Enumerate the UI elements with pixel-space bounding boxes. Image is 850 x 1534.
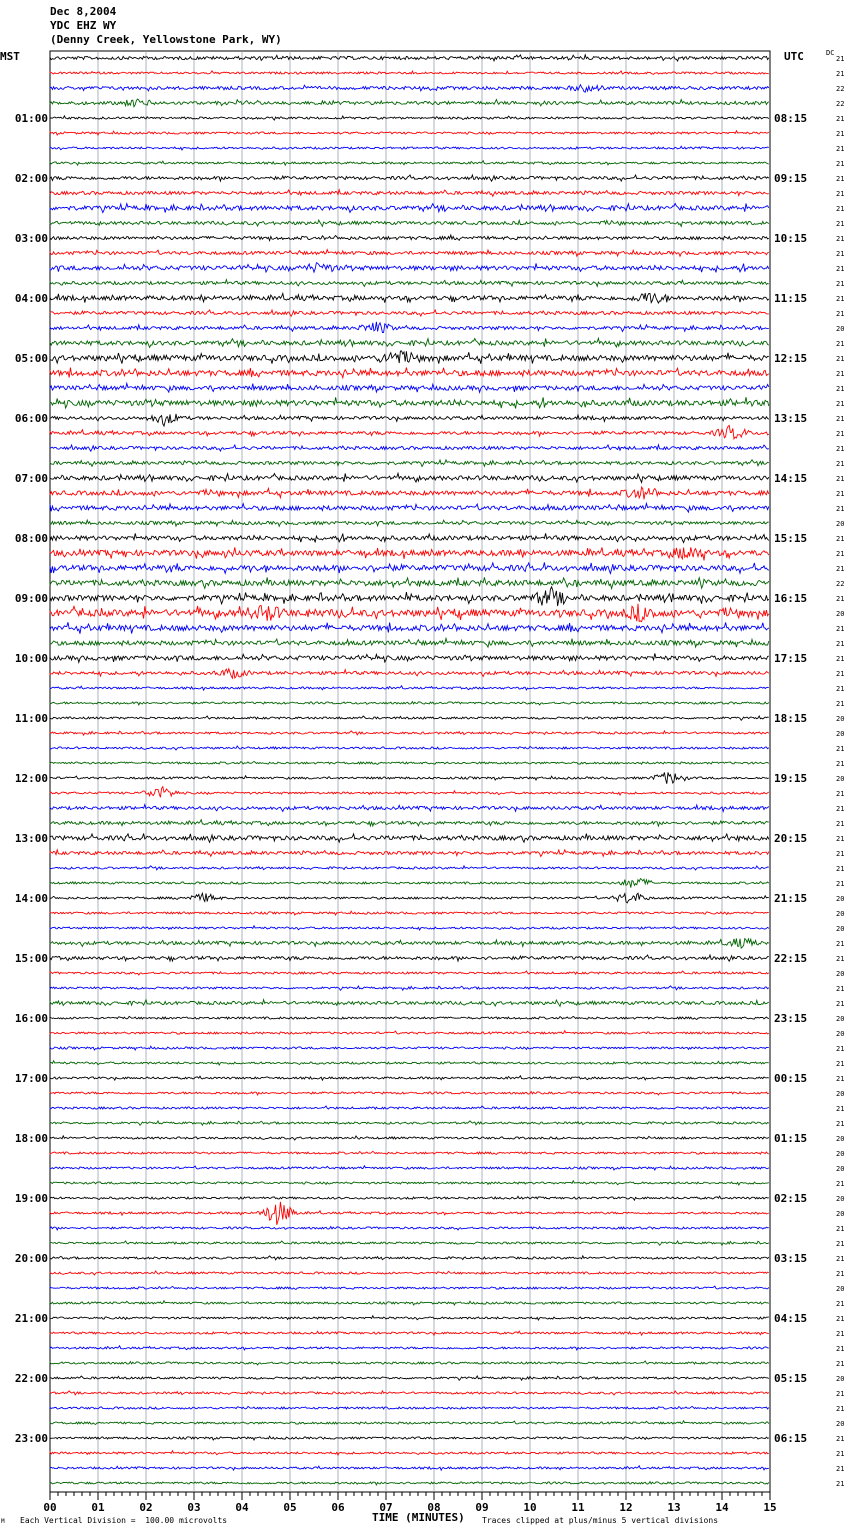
right-hour-label: 11:15 xyxy=(774,292,808,305)
left-hour-label: 02:00 xyxy=(14,172,48,185)
dc-offset-label: 21 xyxy=(836,1330,845,1338)
right-hour-label: 14:15 xyxy=(774,472,808,485)
trace-row-58 xyxy=(50,926,769,930)
trace-row-55 xyxy=(50,879,769,888)
trace-row-45 xyxy=(50,731,769,735)
trace-row-12 xyxy=(50,235,769,241)
dc-offset-label: 21 xyxy=(836,880,845,888)
trace-row-39 xyxy=(50,638,769,647)
dc-offset-label: 21 xyxy=(836,400,845,408)
left-hour-label: 08:00 xyxy=(14,532,48,545)
x-tick-label: 02 xyxy=(139,1501,153,1514)
trace-row-57 xyxy=(50,911,769,915)
dc-offset-label: 20 xyxy=(836,1165,845,1173)
trace-row-74 xyxy=(50,1166,769,1170)
trace-row-49 xyxy=(50,787,769,798)
dc-offset-label: 20 xyxy=(836,715,845,723)
left-hour-label: 22:00 xyxy=(14,1372,48,1385)
trace-row-47 xyxy=(50,761,769,764)
x-tick-label: 14 xyxy=(715,1501,729,1514)
dc-offset-label: 21 xyxy=(836,1270,845,1278)
trace-row-9 xyxy=(50,190,769,197)
dc-offset-label: 21 xyxy=(836,1060,845,1068)
trace-row-3 xyxy=(50,99,769,107)
left-hour-label: 23:00 xyxy=(14,1432,48,1445)
dc-offset-label: 21 xyxy=(836,445,845,453)
dc-offset-label: 21 xyxy=(836,985,845,993)
trace-row-29 xyxy=(50,487,769,499)
trace-row-54 xyxy=(50,866,769,870)
trace-row-24 xyxy=(50,414,769,426)
dc-offset-label: 20 xyxy=(836,925,845,933)
trace-row-26 xyxy=(50,445,769,451)
left-axis-label: MST xyxy=(0,50,20,63)
trace-row-43 xyxy=(50,702,769,706)
dc-offset-label: 21 xyxy=(836,220,845,228)
trace-row-50 xyxy=(50,805,769,812)
trace-row-75 xyxy=(50,1181,769,1185)
dc-offset-label: 21 xyxy=(836,505,845,513)
dc-offset-label: 21 xyxy=(836,130,845,138)
dc-offset-label: 21 xyxy=(836,160,845,168)
trace-row-78 xyxy=(50,1227,769,1231)
dc-offset-label: 21 xyxy=(836,475,845,483)
left-hour-label: 15:00 xyxy=(14,952,48,965)
left-hour-label: 07:00 xyxy=(14,472,48,485)
trace-row-83 xyxy=(50,1301,769,1305)
dc-offset-label: 20 xyxy=(836,970,845,978)
trace-row-27 xyxy=(50,460,769,467)
station-label: YDC EHZ WY xyxy=(50,19,117,32)
trace-row-40 xyxy=(50,653,769,662)
trace-row-48 xyxy=(50,772,769,783)
dc-offset-label: 21 xyxy=(836,700,845,708)
dc-offset-label: 21 xyxy=(836,175,845,183)
dc-offset-label: 21 xyxy=(836,1390,845,1398)
trace-row-11 xyxy=(50,220,769,226)
dc-offset-label: 21 xyxy=(836,1450,845,1458)
left-hour-label: 14:00 xyxy=(14,892,48,905)
dc-offset-label: 20 xyxy=(836,1135,845,1143)
dc-offset-label: 21 xyxy=(836,820,845,828)
dc-offset-label: 20 xyxy=(836,730,845,738)
trace-row-73 xyxy=(50,1151,769,1154)
trace-row-22 xyxy=(50,383,769,392)
dc-offset-label: 21 xyxy=(836,595,845,603)
dc-offset-label: 21 xyxy=(836,1180,845,1188)
trace-row-51 xyxy=(50,820,769,826)
trace-row-41 xyxy=(50,669,769,678)
dc-offset-label: 21 xyxy=(836,370,845,378)
dc-offset-label: 21 xyxy=(836,340,845,348)
trace-row-69 xyxy=(50,1092,769,1096)
dc-offset-label: 21 xyxy=(836,805,845,813)
dc-label: DC xyxy=(826,49,835,57)
dc-offset-label: 21 xyxy=(836,685,845,693)
trace-row-52 xyxy=(50,834,769,843)
dc-offset-label: 21 xyxy=(836,760,845,768)
dc-offset-label: 21 xyxy=(836,385,845,393)
dc-offset-label: 21 xyxy=(836,745,845,753)
trace-row-33 xyxy=(50,547,769,560)
trace-row-80 xyxy=(50,1256,769,1260)
trace-row-7 xyxy=(50,161,769,165)
dc-offset-label: 21 xyxy=(836,115,845,123)
right-hour-label: 05:15 xyxy=(774,1372,808,1385)
trace-row-76 xyxy=(50,1196,769,1200)
dc-offset-label: 21 xyxy=(836,460,845,468)
x-tick-label: 09 xyxy=(475,1501,489,1514)
trace-row-89 xyxy=(50,1391,769,1395)
trace-row-71 xyxy=(50,1121,769,1125)
trace-row-77 xyxy=(50,1202,769,1225)
right-hour-label: 02:15 xyxy=(774,1192,808,1205)
corner-mark: M xyxy=(1,1518,5,1525)
dc-offset-label: 21 xyxy=(836,1465,845,1473)
trace-row-30 xyxy=(50,503,769,512)
dc-offset-label: 21 xyxy=(836,535,845,543)
x-tick-label: 08 xyxy=(427,1501,441,1514)
trace-row-68 xyxy=(50,1076,769,1080)
dc-offset-label: 21 xyxy=(836,1225,845,1233)
dc-offset-label: 21 xyxy=(836,1000,845,1008)
left-hour-label: 21:00 xyxy=(14,1312,48,1325)
dc-offset-label: 21 xyxy=(836,940,845,948)
trace-row-8 xyxy=(50,175,769,181)
trace-row-59 xyxy=(50,938,769,948)
trace-row-4 xyxy=(50,116,769,120)
trace-row-14 xyxy=(50,263,769,273)
trace-row-21 xyxy=(50,368,769,378)
trace-row-0 xyxy=(50,55,769,61)
dc-offset-label: 22 xyxy=(836,100,845,108)
trace-row-35 xyxy=(50,577,769,588)
right-hour-label: 12:15 xyxy=(774,352,808,365)
left-hour-label: 01:00 xyxy=(14,112,48,125)
x-tick-label: 00 xyxy=(43,1501,57,1514)
right-hour-label: 17:15 xyxy=(774,652,808,665)
dc-offset-label: 21 xyxy=(836,1360,845,1368)
trace-row-82 xyxy=(50,1286,769,1289)
left-hour-label: 12:00 xyxy=(14,772,48,785)
trace-row-44 xyxy=(50,716,769,720)
trace-row-61 xyxy=(50,971,769,975)
trace-row-70 xyxy=(50,1106,769,1109)
dc-offset-label: 21 xyxy=(836,145,845,153)
right-hour-label: 23:15 xyxy=(774,1012,808,1025)
dc-offset-label: 21 xyxy=(836,625,845,633)
dc-offset-label: 21 xyxy=(836,1075,845,1083)
trace-row-37 xyxy=(50,604,769,622)
trace-row-34 xyxy=(50,562,769,573)
dc-offset-label: 20 xyxy=(836,1420,845,1428)
left-hour-label: 03:00 xyxy=(14,232,48,245)
trace-row-79 xyxy=(50,1241,769,1245)
trace-row-88 xyxy=(50,1376,769,1380)
dc-offset-label: 21 xyxy=(836,550,845,558)
dc-offset-label: 20 xyxy=(836,1015,845,1023)
date-label: Dec 8,2004 xyxy=(50,5,117,18)
scale-note: Each Vertical Division = 100.00 microvolts xyxy=(20,1516,228,1525)
dc-offset-label: 21 xyxy=(836,1345,845,1353)
right-hour-label: 00:15 xyxy=(774,1072,808,1085)
trace-row-95 xyxy=(50,1482,769,1486)
right-hour-label: 01:15 xyxy=(774,1132,808,1145)
trace-row-64 xyxy=(50,1016,769,1019)
dc-offset-label: 22 xyxy=(836,85,845,93)
right-hour-label: 22:15 xyxy=(774,952,808,965)
trace-row-46 xyxy=(50,746,769,750)
trace-row-32 xyxy=(50,533,769,542)
trace-row-72 xyxy=(50,1136,769,1140)
dc-offset-label: 21 xyxy=(836,790,845,798)
dc-offset-label: 21 xyxy=(836,70,845,78)
trace-row-38 xyxy=(50,622,769,633)
x-tick-label: 01 xyxy=(91,1501,105,1514)
dc-offset-label: 21 xyxy=(836,835,845,843)
trace-row-31 xyxy=(50,520,769,526)
dc-offset-label: 21 xyxy=(836,1105,845,1113)
trace-row-42 xyxy=(50,686,769,690)
location-label: (Denny Creek, Yellowstone Park, WY) xyxy=(50,33,282,46)
x-tick-label: 12 xyxy=(619,1501,633,1514)
dc-offset-label: 21 xyxy=(836,1240,845,1248)
left-hour-label: 06:00 xyxy=(14,412,48,425)
dc-offset-label: 20 xyxy=(836,910,845,918)
right-hour-label: 09:15 xyxy=(774,172,808,185)
dc-offset-label: 21 xyxy=(836,355,845,363)
trace-row-19 xyxy=(50,338,769,347)
trace-row-84 xyxy=(50,1316,769,1320)
trace-row-53 xyxy=(50,850,769,857)
trace-row-91 xyxy=(50,1421,769,1425)
trace-row-25 xyxy=(50,425,769,438)
dc-offset-label: 21 xyxy=(836,205,845,213)
right-hour-label: 18:15 xyxy=(774,712,808,725)
dc-offset-label: 21 xyxy=(836,865,845,873)
x-tick-label: 13 xyxy=(667,1501,681,1514)
dc-offset-label: 20 xyxy=(836,1210,845,1218)
trace-row-67 xyxy=(50,1061,769,1065)
trace-row-6 xyxy=(50,146,769,150)
trace-row-87 xyxy=(50,1361,769,1365)
dc-offset-label: 20 xyxy=(836,1195,845,1203)
dc-offset-label: 21 xyxy=(836,1120,845,1128)
trace-row-1 xyxy=(50,71,769,75)
dc-offset-label: 20 xyxy=(836,1285,845,1293)
trace-row-94 xyxy=(50,1466,769,1470)
left-hour-label: 05:00 xyxy=(14,352,48,365)
trace-row-20 xyxy=(50,351,769,364)
dc-offset-label: 20 xyxy=(836,325,845,333)
left-hour-label: 18:00 xyxy=(14,1132,48,1145)
right-hour-label: 13:15 xyxy=(774,412,808,425)
dc-offset-label: 20 xyxy=(836,775,845,783)
x-tick-label: 05 xyxy=(283,1501,297,1514)
clip-note: Traces clipped at plus/minus 5 vertical divisions xyxy=(482,1516,719,1525)
trace-row-5 xyxy=(50,131,769,135)
dc-offset-label: 21 xyxy=(836,265,845,273)
dc-offset-label: 21 xyxy=(836,1435,845,1443)
left-hour-label: 13:00 xyxy=(14,832,48,845)
dc-offset-label: 21 xyxy=(836,190,845,198)
left-hour-label: 04:00 xyxy=(14,292,48,305)
trace-row-23 xyxy=(50,397,769,408)
left-hour-label: 10:00 xyxy=(14,652,48,665)
dc-offset-label: 21 xyxy=(836,490,845,498)
dc-offset-label: 21 xyxy=(836,565,845,573)
right-hour-label: 08:15 xyxy=(774,112,808,125)
dc-offset-label: 21 xyxy=(836,850,845,858)
trace-row-60 xyxy=(50,955,769,961)
trace-row-16 xyxy=(50,293,769,303)
trace-row-17 xyxy=(50,310,769,316)
trace-row-28 xyxy=(50,473,769,482)
trace-row-18 xyxy=(50,322,769,333)
dc-offset-label: 21 xyxy=(836,1300,845,1308)
dc-offset-label: 21 xyxy=(836,430,845,438)
x-tick-label: 11 xyxy=(571,1501,585,1514)
dc-offset-label: 21 xyxy=(836,55,845,63)
right-hour-label: 19:15 xyxy=(774,772,808,785)
dc-offset-label: 20 xyxy=(836,1030,845,1038)
dc-offset-label: 21 xyxy=(836,1480,845,1488)
trace-row-93 xyxy=(50,1451,769,1455)
trace-row-13 xyxy=(50,250,769,257)
trace-row-15 xyxy=(50,280,769,287)
trace-row-63 xyxy=(50,1000,769,1007)
trace-row-36 xyxy=(50,587,769,606)
dc-offset-label: 21 xyxy=(836,415,845,423)
dc-offset-label: 22 xyxy=(836,580,845,588)
right-axis-label: UTC xyxy=(784,50,804,63)
x-tick-label: 10 xyxy=(523,1501,537,1514)
trace-row-81 xyxy=(50,1271,769,1275)
trace-row-86 xyxy=(50,1346,769,1350)
left-hour-label: 20:00 xyxy=(14,1252,48,1265)
dc-offset-label: 21 xyxy=(836,235,845,243)
right-hour-label: 04:15 xyxy=(774,1312,808,1325)
x-tick-label: 07 xyxy=(379,1501,393,1514)
dc-offset-label: 21 xyxy=(836,655,845,663)
left-hour-label: 17:00 xyxy=(14,1072,48,1085)
dc-offset-label: 20 xyxy=(836,520,845,528)
dc-offset-label: 20 xyxy=(836,610,845,618)
left-hour-label: 11:00 xyxy=(14,712,48,725)
dc-offset-label: 20 xyxy=(836,1375,845,1383)
dc-offset-label: 21 xyxy=(836,280,845,288)
left-hour-label: 19:00 xyxy=(14,1192,48,1205)
right-hour-label: 16:15 xyxy=(774,592,808,605)
dc-offset-label: 21 xyxy=(836,310,845,318)
trace-row-90 xyxy=(50,1406,769,1409)
trace-row-92 xyxy=(50,1436,769,1440)
dc-offset-label: 21 xyxy=(836,640,845,648)
dc-offset-label: 21 xyxy=(836,1255,845,1263)
x-tick-label: 03 xyxy=(187,1501,201,1514)
x-axis-title: TIME (MINUTES) xyxy=(372,1511,465,1524)
left-hour-label: 09:00 xyxy=(14,592,48,605)
trace-row-66 xyxy=(50,1046,769,1050)
x-tick-label: 06 xyxy=(331,1501,345,1514)
dc-offset-label: 21 xyxy=(836,295,845,303)
trace-row-2 xyxy=(50,85,769,93)
dc-offset-label: 20 xyxy=(836,1150,845,1158)
left-hour-label: 16:00 xyxy=(14,1012,48,1025)
dc-offset-label: 21 xyxy=(836,1045,845,1053)
trace-row-65 xyxy=(50,1031,769,1035)
dc-offset-label: 21 xyxy=(836,1315,845,1323)
x-tick-label: 04 xyxy=(235,1501,249,1514)
dc-offset-label: 21 xyxy=(836,670,845,678)
dc-offset-label: 21 xyxy=(836,955,845,963)
right-hour-label: 10:15 xyxy=(774,232,808,245)
right-hour-label: 20:15 xyxy=(774,832,808,845)
dc-offset-label: 21 xyxy=(836,250,845,258)
trace-row-10 xyxy=(50,204,769,213)
x-tick-label: 15 xyxy=(763,1501,777,1514)
right-hour-label: 15:15 xyxy=(774,532,808,545)
trace-row-85 xyxy=(50,1331,769,1335)
trace-row-62 xyxy=(50,986,769,990)
right-hour-label: 06:15 xyxy=(774,1432,808,1445)
trace-row-56 xyxy=(50,893,769,903)
dc-offset-label: 21 xyxy=(836,1405,845,1413)
dc-offset-label: 20 xyxy=(836,1090,845,1098)
dc-offset-label: 20 xyxy=(836,895,845,903)
right-hour-label: 21:15 xyxy=(774,892,808,905)
right-hour-label: 03:15 xyxy=(774,1252,808,1265)
